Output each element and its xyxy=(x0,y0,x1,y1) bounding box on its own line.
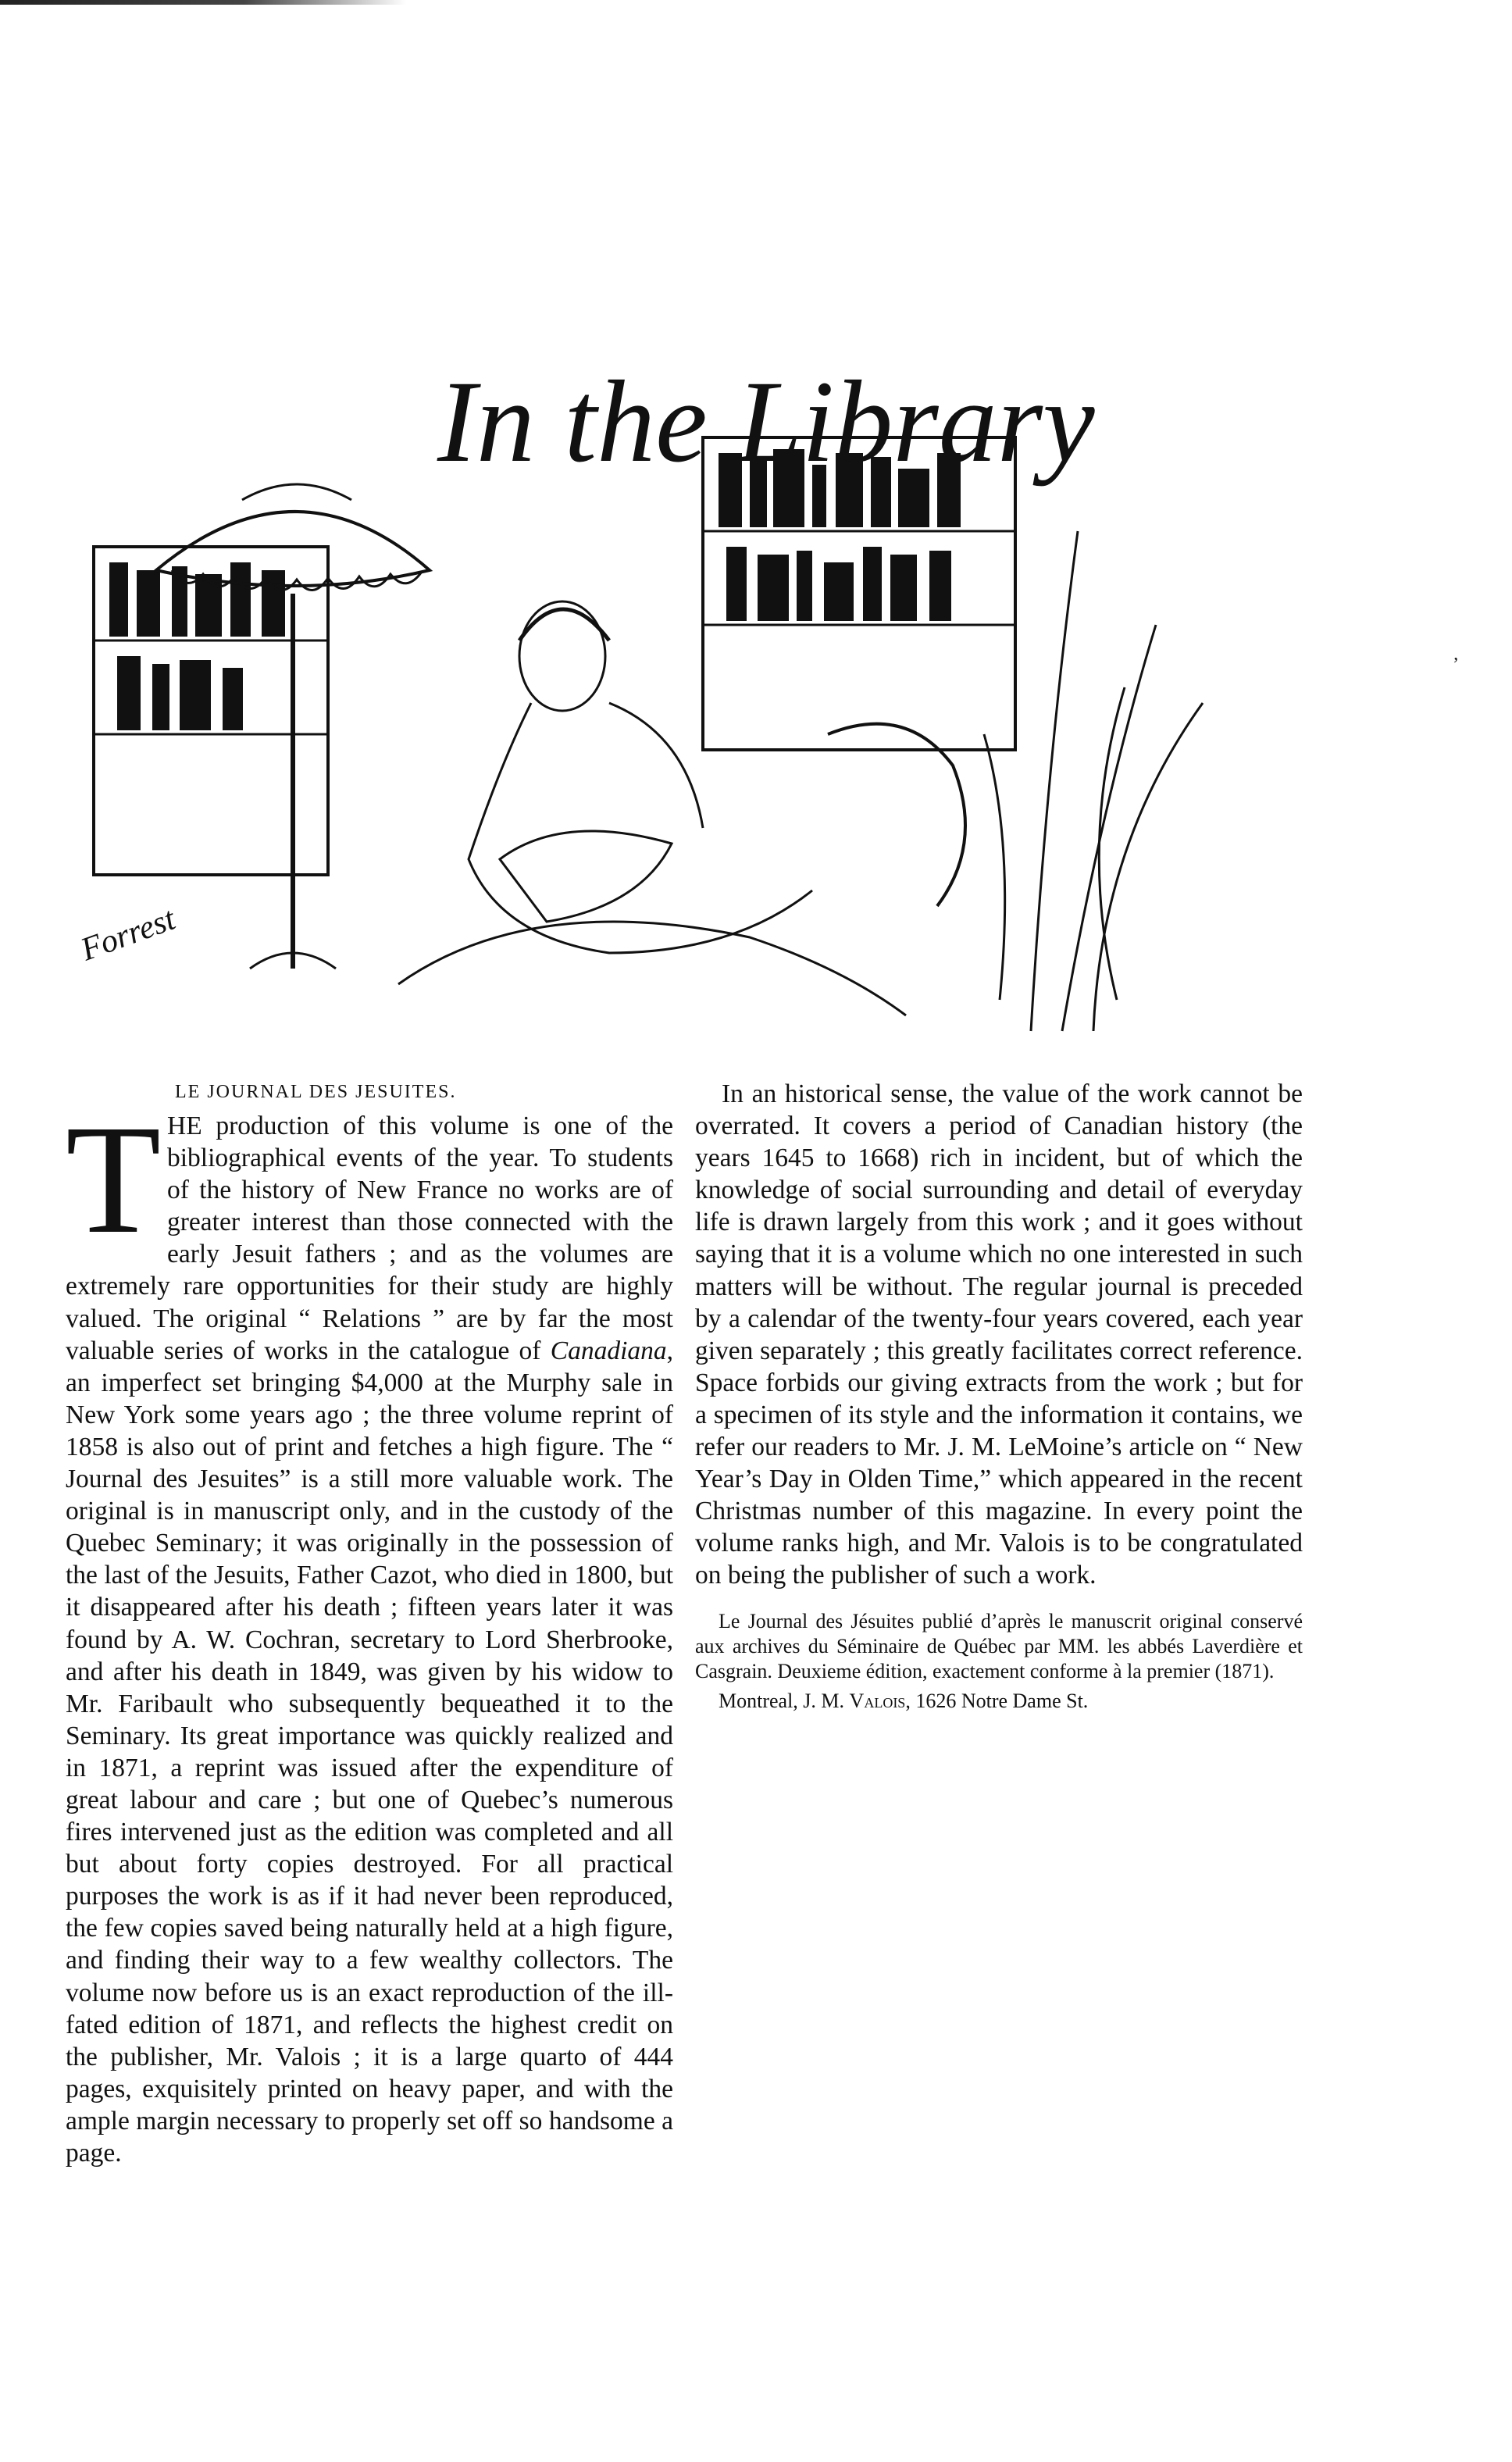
illustration-title: In the Library xyxy=(437,357,1095,487)
publisher-address: , 1626 Notre Dame St. xyxy=(905,1689,1089,1712)
paragraph-1-rest: , an imperfect set bringing $4,000 at the Murphy sale in New York some years ago ; the three volume reprint of 1858 is also out of print and fetches a high figure. The “ Journal des Jesuites” is a still more valuable work. The original is in manuscript only, and in the custody of the Quebec Seminary; it was originally in the possession of the last of the Jesuits, Father Cazot, who died in 1800, but it disappeared after his death ; fifteen years later it was found by A. W. Cochran, secretary to Lord Sherbrooke, and after his death in 1849, was given by his widow to Mr. Faribault who subsequently bequeathed it to the Seminary. Its great importance was quickly realized and in 1871, a reprint was issued after the expenditure of great labour and care ; but one of Quebec’s numerous fires intervened just as the edition was completed and all but about forty copies destroyed. For all practical purposes the work is as if it had never been reproduced, the few copies saved being naturally held at a high figure, and finding their way to a few wealthy collectors. The volume now before us is an exact reproduction of the ill-fated edition of 1871, and reflects the highest credit on the publisher, Mr. Valois ; it is a large quarto of 444 pages, exquisitely printed on heavy paper, and with the ample margin necessary to properly set off so handsome a page. xyxy=(66,1336,673,2168)
illustration-drawing xyxy=(62,297,1250,1047)
top-rule xyxy=(0,0,406,5)
article-paragraph-1 xyxy=(66,1094,673,2169)
column-right xyxy=(695,1078,1303,1714)
publisher-prefix: Montreal, J. M. xyxy=(719,1689,850,1712)
book-publisher xyxy=(695,1689,1303,1714)
artist-signature: Forrest xyxy=(76,901,180,969)
margin-mark: ’ xyxy=(1453,655,1459,675)
woman-reading-figure xyxy=(398,601,906,1015)
book-title: Le Journal des Jésuites publié d’après le manuscrit original conservé aux archives du Séminaire de Québec par MM. les abbés Laverdière et Casgrain. Deuxieme édition, exactement conforme à la premier (1871). xyxy=(695,1609,1303,1682)
drop-cap: T xyxy=(66,1094,162,1266)
book-citation xyxy=(695,1609,1303,1714)
article-heading: LE JOURNAL DES JESUITES. xyxy=(175,1082,457,1102)
column-left xyxy=(66,1078,673,2169)
article-paragraph-2: In an historical sense, the value of the work cannot be overrated. It covers a period of Canadian history (the years 1645 to 1668) rich in incident, but of which the knowledge of social surrounding and detail of everyday life is drawn largely from this work ; and it goes without saying that it is a volume which no one interested in such matters will be without. The regular journal is preceded by a calendar of the twenty-four years covered, each year given separately ; this greatly facilitates correct reference. Space forbids our giving extracts from the work ; but for a specimen of its style and the information it contains, we refer our readers to Mr. J. M. LeMoine’s article on “ New Year’s Day in Olden Time,” which appeared in the recent Christmas number of this magazine. In every point the volume ranks high, and Mr. Valois is to be congratulated on being the publisher of such a work. xyxy=(695,1079,1303,1590)
library-illustration xyxy=(62,297,1250,1047)
paragraph-1-text: HE production of this volume is one of the bibliographical events of the year. To students of the history of New France no works are of greater interest than those connected with the early Jesuit fathers ; and as the volumes are extremely rare opportunities for their study are highly valued. The original “ Relations ” are by far the most valuable series of works in the catalogue of xyxy=(66,1111,673,1365)
italic-canadiana: Canadiana xyxy=(550,1336,667,1365)
publisher-name: Valois xyxy=(849,1689,906,1712)
